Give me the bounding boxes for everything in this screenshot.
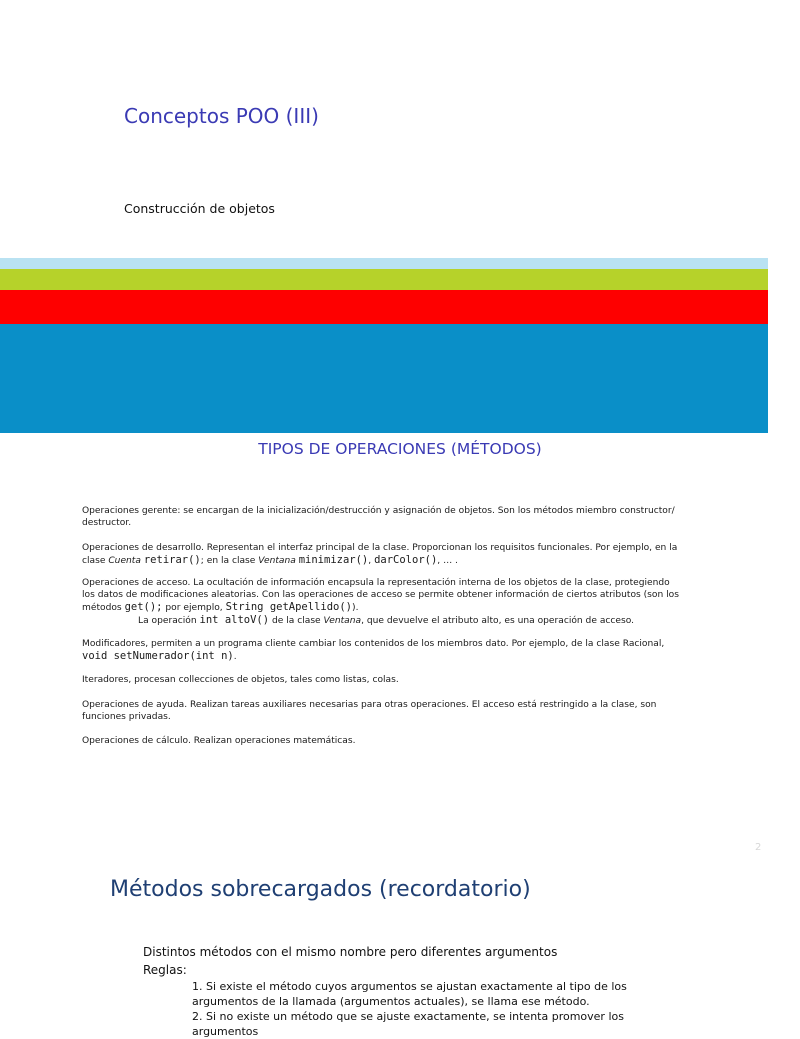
code-segment: darColor() (374, 554, 438, 566)
code-segment: retirar() (143, 554, 201, 566)
code-segment: get(); (124, 601, 163, 613)
text-segment: Operaciones de acceso. La ocultación de información encapsula la representación interna de los objetos de la clase, protegiendo los datos de modificaciones aleatorias. Con las operaciones de acceso se permite obtener información de ciertos atributos (son los métodos (82, 578, 679, 613)
paragraph-gerente: Operaciones gerente: se encargan de la inicialización/destrucción y asignación de objetos. Son los métodos miembro constructor/ destructor. (82, 506, 675, 528)
text-segment: Ventana (258, 556, 296, 566)
slide3-rules-label: Reglas: (143, 963, 187, 977)
text-segment: ). (352, 603, 359, 613)
text-segment: , … . (437, 556, 458, 566)
code-segment: int altoV() (199, 614, 270, 626)
paragraph-calculo: Operaciones de cálculo. Realizan operaciones matemáticas. (82, 736, 356, 746)
text-segment: de la clase (269, 616, 324, 626)
slide1-subtitle: Construcción de objetos (124, 201, 275, 216)
decorative-band-lightblue (0, 258, 768, 269)
text-segment: , que devuelve el atributo alto, es una operación de acceso. (361, 616, 635, 626)
text-segment: . (233, 652, 237, 662)
slide1-title: Conceptos POO (III) (124, 104, 319, 128)
paragraph-acceso-example (82, 614, 682, 627)
text-segment: por ejemplo, (162, 603, 226, 613)
paragraph-acceso (82, 577, 682, 627)
text-segment: ; en la clase (200, 556, 259, 566)
slide3-title: Métodos sobrecargados (recordatorio) (110, 877, 531, 902)
slide3-intro: Distintos métodos con el mismo nombre pero diferentes argumentos (143, 945, 558, 959)
page-number: 2 (755, 842, 762, 853)
decorative-band-red (0, 290, 768, 324)
decorative-band-blue (0, 324, 768, 433)
paragraph-iteradores: Iteradores, procesan collecciones de objetos, tales como listas, colas. (82, 675, 399, 685)
paragraph-modificadores (82, 638, 682, 663)
paragraph-desarrollo (82, 542, 682, 567)
paragraph-ayuda: Operaciones de ayuda. Realizan tareas auxiliares necesarias para otras operaciones. El acceso está restringido a la clase, son funciones privadas. (82, 700, 657, 722)
slide2-title: TIPOS DE OPERACIONES (MÉTODOS) (258, 440, 542, 458)
code-segment: minimizar() (298, 554, 369, 566)
text-segment: Modificadores, permiten a un programa cliente cambiar los contenidos de los miembros dato. Por ejemplo, de la clase Racional, (82, 639, 665, 649)
slide3-rule-1: 1. Si existe el método cuyos argumentos se ajustan exactamente al tipo de los argumentos de la llamada (argumentos actuales), se llama ese método. (192, 980, 627, 1008)
text-segment: Operaciones de desarrollo. Representan el interfaz principal de la clase. Proporcionan los requisitos funcionales. Por ejemplo, en la clase (82, 543, 678, 566)
text-segment: Cuenta (108, 556, 141, 566)
slide3-rule-2: 2. Si no existe un método que se ajuste exactamente, se intenta promover los argumentos (192, 1010, 624, 1038)
code-segment: String getApellido() (225, 601, 353, 613)
decorative-band-lime (0, 269, 768, 290)
text-segment: , (368, 556, 375, 566)
code-segment: void setNumerador(int n) (82, 650, 234, 662)
text-segment: La operación (138, 616, 200, 626)
text-segment: Ventana (323, 616, 362, 626)
